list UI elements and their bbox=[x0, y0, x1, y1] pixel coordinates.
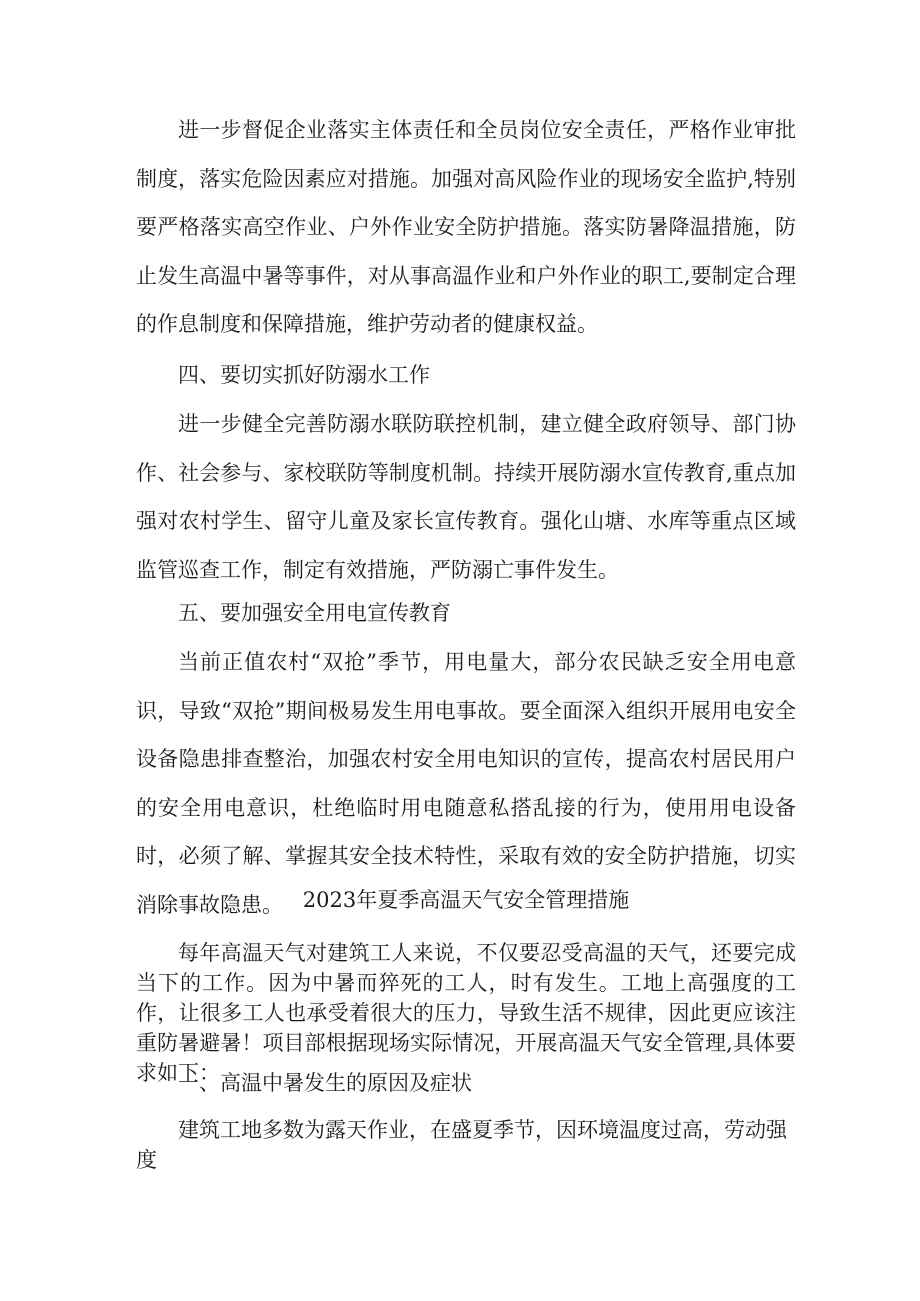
paragraph-electricity-safety: 当前正值农村“双抢”季节，用电量大，部分农民缺乏安全用电意识，导致“双抢”期间极易发生用电事故。要全面深入组织开展用电安全设备隐患排查整治，加强农村安全用电知识的宣传，提高农村居民用户的安全用电意识，杜绝临时用电随意私搭乱接的行为，使用用电设备时，必须了解、掌握其安全技术特性，采取有效的安全防护措施，切实消除事故隐患。 bbox=[136, 650, 796, 917]
paragraph-intro: 每年高温天气对建筑工人来说，不仅要忍受高温的天气，还要完成当下的工作。因为中暑而猝死的工人，时有发生。工地上高强度的工作，让很多工人也承受着很大的压力，导致生活不规律，因此更应该注重防暑避暑！项目部根据现场实际情况，开展高温天气安全管理,具体要求如下： bbox=[136, 941, 796, 1085]
paragraph-heatstroke-causes: 建筑工地多数为露天作业，在盛夏季节，因环境温度过高，劳动强度 bbox=[136, 1118, 787, 1172]
paragraph-drowning-prevention: 进一步健全完善防溺水联防联控机制，建立健全政府领导、部门协作、社会参与、家校联防等制度机制。持续开展防溺水宣传教育,重点加强对农村学生、留守儿童及家长宣传教育。强化山塘、水库等重点区域监管巡查工作，制定有效措施，严防溺亡事件发生。 bbox=[136, 412, 796, 582]
heading-electricity-safety: 五、要加强安全用电宣传教育 bbox=[178, 601, 451, 625]
heading-heatstroke-causes: 一、高温中暑发生的原因及症状 bbox=[178, 1071, 472, 1095]
paragraph-worker-safety: 进一步督促企业落实主体责任和全员岗位安全责任，严格作业审批制度，落实危险因素应对措施。加强对高风险作业的现场安全监护,特别要严格落实高空作业、户外作业安全防护措施。落实防暑降温措施，防止发生高温中暑等事件，对从事高温作业和户外作业的职工,要制定合理的作息制度和保障措施，维护劳动者的健康权益。 bbox=[136, 118, 796, 336]
document-title: 2023年夏季高温天气安全管理措施 bbox=[302, 888, 630, 912]
heading-drowning-prevention: 四、要切实抓好防溺水工作 bbox=[178, 363, 430, 387]
